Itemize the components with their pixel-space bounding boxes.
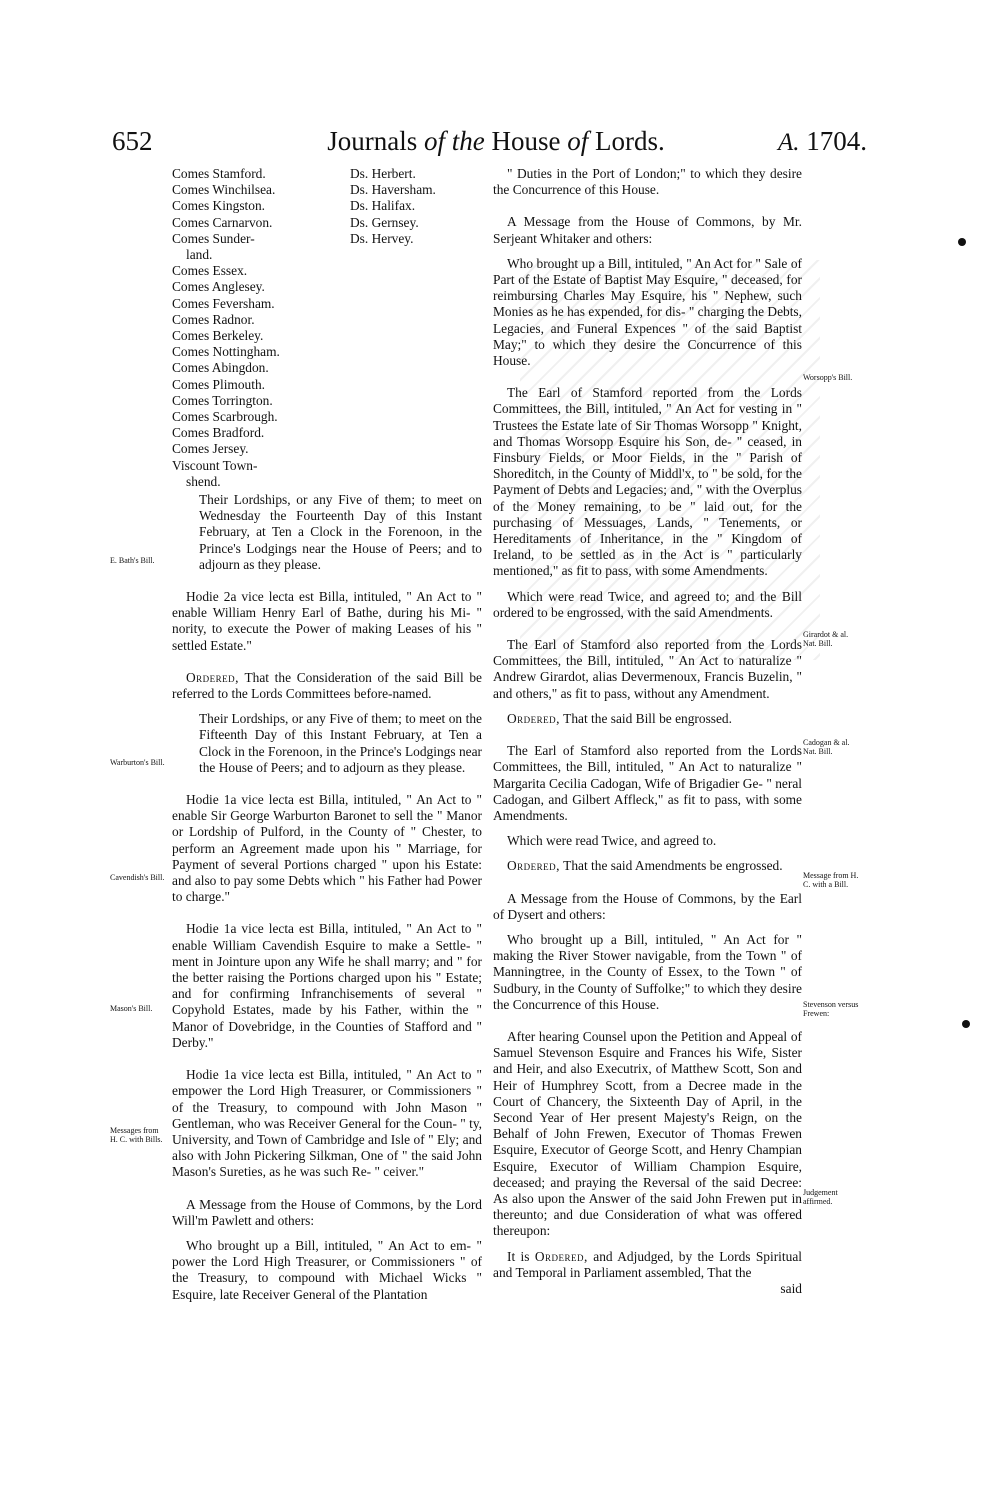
page-number: 652 xyxy=(112,126,153,156)
peer-name: Viscount Town- xyxy=(172,457,258,473)
peer-name: Comes Feversham. xyxy=(172,295,275,311)
paragraph: Their Lordships, or any Five of them; to meet on the Fifteenth Day of this Instant February, at Ten a Clock in the Forenoon, in the Prince's Lodgings near the House of Peers; and to adjourn as they please. xyxy=(199,711,482,775)
margin-note: Message from H. C. with a Bill. xyxy=(803,871,859,889)
page-mark xyxy=(958,238,966,246)
paragraph: Who brought up a Bill, intituled, " An Act to em- " power the Lord High Treasurer, or Commissioners " of the Treasury, to compound with Michael Wicks " Esquire, late Receiver General of the Plantation xyxy=(172,1237,482,1302)
paragraph: A Message from the House of Commons, by the Lord Will'm Pawlett and others: xyxy=(172,1196,482,1228)
margin-note: Stevenson versus Frewen: xyxy=(803,1000,859,1018)
peer-name: Comes Nottingham. xyxy=(172,344,280,360)
peer-name: Comes Kingston. xyxy=(172,198,265,214)
peer-name: Comes Jersey. xyxy=(172,441,249,457)
left-column-body xyxy=(172,492,482,1303)
peer-name: Comes Torrington. xyxy=(172,392,273,408)
peer-name: Comes Radnor. xyxy=(172,311,255,327)
paragraph: Ordered, That the said Amendments be engrossed. xyxy=(507,858,783,874)
paragraph: Hodie 1a vice lecta est Billa, intituled, " An Act to " enable Sir George Warburton Baronet to sell the " Manor or Lordship of Pulford, in the County of " Chester, to perform an Agreement made upon his " Marriage, for Payment of several Portions charged " upon his Estate: and also to pay some Debts which " his Father had Power to charge." xyxy=(172,792,482,905)
paragraph: The Earl of Stamford reported from the Lords Committees, the Bill, intituled, " An Act for vesting in " Trustees the Estate late of Sir Thomas Worsopp " Knight, and Thomas Worsopp Esquire his Son, de- " ceased, in Finsbury Fields, or Moor Fields, in the " Parish of Shoreditch, in the County of Middl'x, to " be sold, for the Payment of Debts and Legacies; and, " with the Overplus of the Money remaining, to be " laid out, for the purchasing of Messuages, Lands, " Tenements, or Hereditaments of Inheritance, in the " Kingdom of Ireland, to be settled as in the Act is " particularly mentioned," as fit to pass, with some Amendments. xyxy=(493,385,802,579)
margin-note: Judgement affirmed. xyxy=(803,1188,838,1206)
peer-name: Ds. Gernsey. xyxy=(350,214,419,230)
paragraph: " Duties in the Port of London;" to which they desire the Concurrence of this House. xyxy=(493,166,802,198)
paragraph: Hodie 1a vice lecta est Billa, intituled, " An Act to " empower the Lord High Treasurer, or Commissioners " of the Treasury, to compound with John Mason " Gentleman, who was Receiver General for the Coun- " ty, University, and Town of Cambridge and Isle of " Ely; and also with John Pickering Silkman, One of " the said John Mason's Sureties, as he was such Re- " ceiver." xyxy=(172,1067,482,1180)
peer-name: Comes Carnarvon. xyxy=(172,214,273,230)
paragraph: Their Lordships, or any Five of them; to meet on Wednesday the Fourteenth Day of this Instant February, at Ten a Clock in the Forenoon, in the Prince's Lodgings near the House of Peers; and to adjourn as they please. xyxy=(199,492,482,572)
paragraph: Which were read Twice, and agreed to; and the Bill ordered to be engrossed, with the said Amendments. xyxy=(493,588,802,620)
margin-note: Cavendish's Bill. xyxy=(110,873,165,882)
peer-name: Comes Sunder- xyxy=(172,230,255,246)
margin-note: Warburton's Bill. xyxy=(110,758,165,767)
paragraph: The Earl of Stamford also reported from the Lords Committees, the Bill, intituled, " An Act to naturalize " Margarita Cecilia Cadogan, Wife of Brigadier Ge- " neral Cadogan, and Gilbert Affleck," as fit to pass, with some Amendments. xyxy=(493,743,802,823)
paragraph: After hearing Counsel upon the Petition and Appeal of Samuel Stevenson Esquire and Frances his Wife, Sister and Heir, and also Executrix, of Matthew Scott, Son and Heir of Humphrey Scott, from a Decree made in the Court of Chancery, the Sixteenth Day of April, in the Second Year of Her present Majesty's Reign, on the Behalf of John Frewen, Executor of Thomas Frewen Esquire, Executor of George Scott, and Henry Champian Esquire, Executor of William Champion Esquire, deceased; and praying the Reversal of the said Decree: As also upon the Answer of the said John Frewen put in thereunto; and due Consideration of what was offered thereupon: xyxy=(493,1028,802,1239)
paragraph: Which were read Twice, and agreed to. xyxy=(507,833,717,849)
paragraph: Who brought up a Bill, intituled, " An Act for " Sale of Part of the Estate of Baptist May Esquire, " deceased, for reimbursing Charles May Esquire, his " Nephew, such Monies as he has expended, for dis- " charging the Debts, Legacies, and Funeral Expences " of the said Baptist May;" to which they desire the Concurrence of this House. xyxy=(493,255,802,369)
peer-name: Comes Bradford. xyxy=(172,425,265,441)
page-mark xyxy=(962,1020,970,1028)
paragraph: Ordered, That the said Bill be engrossed. xyxy=(507,710,732,726)
peer-name: shend. xyxy=(186,473,221,489)
paragraph: Ordered, That the Consideration of the said Bill be referred to the Lords Committees before-named. xyxy=(172,669,482,702)
peer-name: Comes Abingdon. xyxy=(172,360,269,376)
peer-name: Comes Scarbrough. xyxy=(172,409,278,425)
paragraph: A Message from the House of Commons, by Mr. Serjeant Whitaker and others: xyxy=(493,214,802,246)
margin-note: Worsopp's Bill. xyxy=(803,373,853,382)
paragraph: A Message from the House of Commons, by the Earl of Dysert and others: xyxy=(493,890,802,922)
peer-name: Comes Essex. xyxy=(172,263,248,279)
margin-note: Mason's Bill. xyxy=(110,1004,153,1013)
paragraph: Hodie 2a vice lecta est Billa, intituled, " An Act to " enable William Henry Earl of Bathe, during his Mi- " nority, to execute the Power of making Leases of his " settled Estate." xyxy=(172,589,482,653)
right-column-body xyxy=(493,166,802,1297)
peer-name: Comes Winchilsea. xyxy=(172,182,276,198)
peer-name: Ds. Haversham. xyxy=(350,182,436,198)
page-title: Journals of the House of Lords. xyxy=(327,126,665,156)
margin-note: Cadogan & al. Nat. Bill. xyxy=(803,738,850,756)
peer-name: Ds. Halifax. xyxy=(350,198,416,214)
peer-name: Comes Stamford. xyxy=(172,166,266,181)
catchword: said xyxy=(780,1280,802,1296)
peer-name: Comes Anglesey. xyxy=(172,279,265,295)
peer-list-left xyxy=(172,166,332,490)
margin-note: Messages from H. C. with Bills. xyxy=(110,1126,163,1144)
peer-name: land. xyxy=(186,247,213,263)
peer-name: Comes Berkeley. xyxy=(172,328,264,344)
peer-name: Ds. Herbert. xyxy=(350,166,416,181)
peer-list-right xyxy=(350,166,480,247)
peer-name: Ds. Hervey. xyxy=(350,230,414,246)
paragraph: The Earl of Stamford also reported from the Lords Committees, the Bill, intituled, " An Act to naturalize " Andrew Girardot, alias Devermenoux, Francis Buzelin, " and others," as fit to pass, without any Amendment. xyxy=(493,637,802,701)
paragraph: Who brought up a Bill, intituled, " An Act for " making the River Stower navigable, from the Town " of Manningtree, in the County of Essex, to the Town " of Sudbury, in the County of Suffolke;" to which they desire the Concurrence of this House. xyxy=(493,931,802,1012)
paragraph: It is Ordered, and Adjudged, by the Lords Spiritual and Temporal in Parliament assembled, That the xyxy=(493,1248,802,1280)
page-year: A. 1704. xyxy=(777,126,867,156)
margin-note: Girardot & al. Nat. Bill. xyxy=(803,630,849,648)
peer-name: Comes Plimouth. xyxy=(172,376,266,392)
margin-note: E. Bath's Bill. xyxy=(110,556,155,565)
page-header xyxy=(0,126,992,166)
paragraph: Hodie 1a vice lecta est Billa, intituled, " An Act to " enable William Cavendish Esquire to make a Settle- " ment in Jointure upon any Wife he shall marry; and " for the better raising the Portions charged upon his " Estate; and for confirming Infranchisements of several " Copyhold Estates, made by his Father, within the " Manor of Dovebridge, in the Counties of Stafford and " Derby." xyxy=(172,921,482,1050)
